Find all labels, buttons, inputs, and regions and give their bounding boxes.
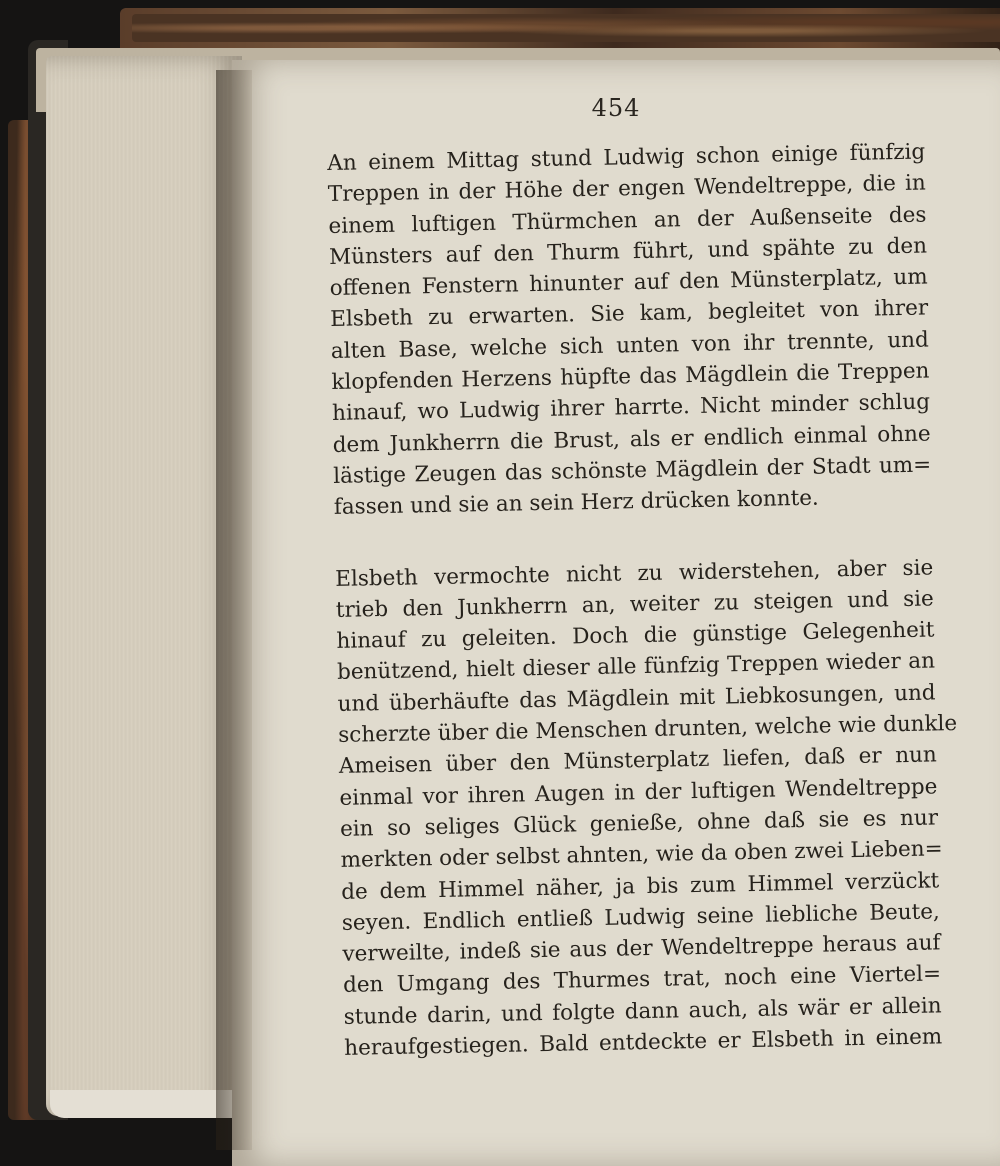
page-gutter-shadow	[216, 70, 252, 1150]
text-line: An einem Mittag stund Ludwig schon einige fünfzig	[327, 139, 926, 176]
text-line: seyen. Endlich entließ Ludwig seine liebliche Beute,	[341, 899, 941, 936]
paragraph-2	[335, 552, 958, 1064]
text-line: scherzte über die Menschen drunten, welche wie dunkle	[338, 711, 958, 748]
text-line: heraufgestiegen. Bald entdeckte er Elsbeth in einem	[344, 1024, 943, 1061]
text-line: dem Junkherrn die Brust, als er endlich einmal ohne	[332, 421, 931, 458]
text-line: einmal vor ihren Augen in der luftigen Wendeltreppe	[339, 774, 938, 811]
text-line: hinauf, wo Ludwig ihrer harrte. Nicht minder schlug	[331, 389, 931, 427]
paragraph-1	[327, 137, 932, 524]
text-line: Ameisen über den Münsterplatz liefen, daß er nun	[338, 742, 938, 780]
text-line: Elsbeth vermochte nicht zu widerstehen, aber sie	[335, 555, 934, 592]
text-line: und überhäufte das Mägdlein mit Liebkosungen, und	[337, 680, 936, 717]
text-line: ein so seliges Glück genieße, ohne daß sie es nur	[339, 805, 939, 842]
text-line: alten Base, welche sich unten von ihr trennte, und	[330, 327, 930, 364]
marbled-paper	[132, 14, 1000, 42]
body-text	[327, 137, 958, 1065]
book-page	[232, 60, 1000, 1166]
text-line: benützend, hielt dieser alle fünfzig Treppen wieder an	[336, 648, 936, 686]
text-line: lästige Zeugen das schönste Mägdlein der Stadt um=	[333, 452, 932, 489]
text-line: Münsters auf den Thurm führt, und spähte zu den	[328, 233, 928, 270]
page-number: 454	[591, 94, 641, 122]
text-line: de dem Himmel näher, ja bis zum Himmel verzückt	[341, 867, 940, 905]
text-line: stunde darin, und folgte dann auch, als wär er allein	[343, 993, 942, 1030]
page-stack-left	[46, 56, 242, 1116]
text-line: den Umgang des Thurmes trat, noch eine Viertel=	[342, 961, 942, 999]
text-line: Treppen in der Höhe der engen Wendeltreppe, die in	[327, 170, 927, 208]
text-line: klopfenden Herzens hüpfte das Mägdlein die Treppen	[331, 358, 930, 396]
text-line: einem luftigen Thürmchen an der Außenseite des	[328, 202, 927, 239]
text-line: offenen Fenstern hinunter auf den Münsterplatz, um	[329, 264, 928, 302]
text-line: Elsbeth zu erwarten. Sie kam, begleitet von ihrer	[330, 295, 929, 333]
text-line: fassen und sie an sein Herz drücken konnte.	[333, 485, 820, 521]
text-line: hinauf zu geleiten. Doch die günstige Gelegenheit	[336, 617, 935, 655]
text-line: verweilte, indeß sie aus der Wendeltreppe heraus auf	[342, 930, 941, 967]
text-line: trieb den Junkherrn an, weiter zu steigen und sie	[335, 586, 935, 623]
text-line: merkten oder selbst ahnten, wie da oben zwei Lieben=	[340, 836, 943, 874]
